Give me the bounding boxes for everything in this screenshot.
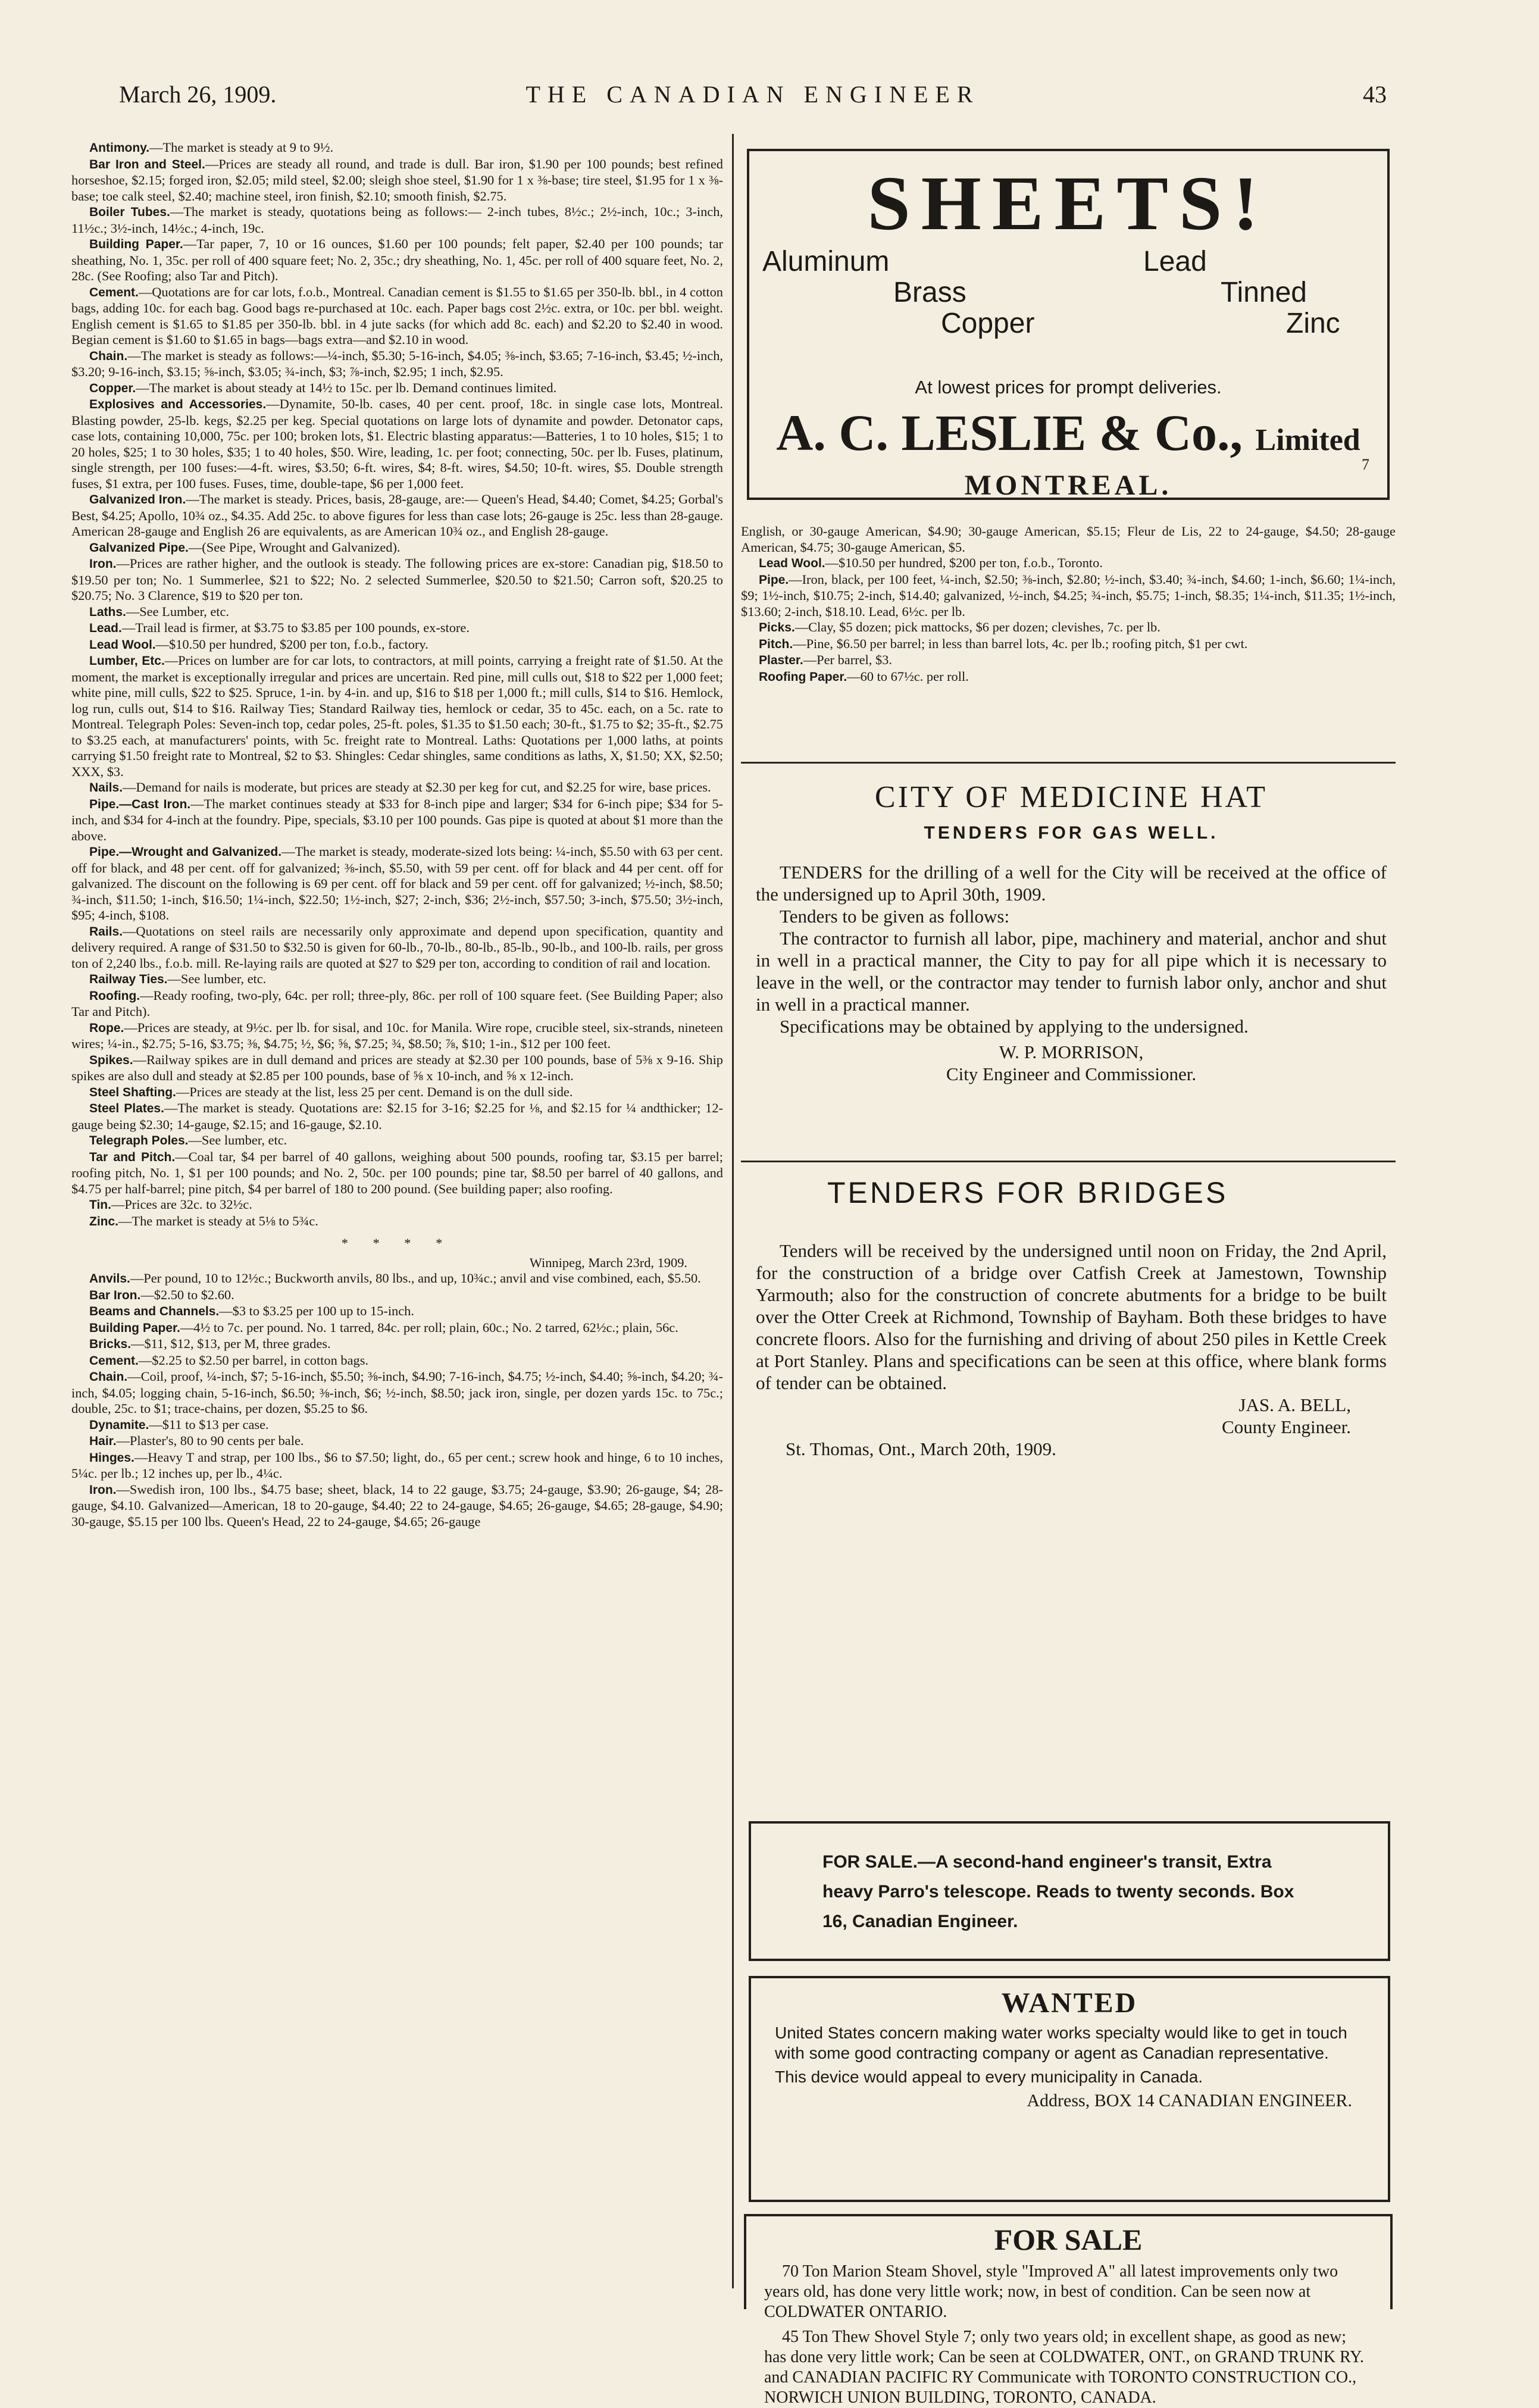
price-entry xyxy=(71,1482,723,1530)
commodity-prices: —Pine, $6.50 per barrel; in less than barrel lots, 4c. per lb.; roofing pitch, $1 per cwt. xyxy=(793,636,1248,651)
for-sale-title: FOR SALE xyxy=(994,2223,1143,2256)
price-entry xyxy=(71,637,723,653)
commodity-heading: Zinc. xyxy=(89,1214,119,1228)
commodity-prices: —$3 to $3.25 per 100 up to 15-inch. xyxy=(219,1303,414,1318)
tender-paragraph: TENDERS for the drilling of a well for the City will be received at the office of the undersigned up to April 30th, 1909. xyxy=(756,862,1387,905)
journal-title: THE CANADIAN ENGINEER xyxy=(525,81,980,108)
tender-paragraph: The contractor to furnish all labor, pipe, machinery and material, anchor and shut in well in a practical manner, the City to pay for all pipe which it is necessary to leave in the well, or the contractor may tender to furnish labor only, anchor and shut in well in a practical manner. xyxy=(756,928,1387,1015)
page-number: 43 xyxy=(1363,81,1387,108)
commodity-prices: —The market is steady at 9 to 9½. xyxy=(149,140,334,155)
commodity-heading: Nails. xyxy=(89,781,123,795)
price-entry xyxy=(71,157,723,205)
price-entry xyxy=(71,988,723,1020)
price-entry xyxy=(71,284,723,348)
price-entry xyxy=(71,780,723,796)
price-entry xyxy=(71,1020,723,1052)
price-entry xyxy=(71,236,723,284)
commodity-heading: Dynamite. xyxy=(89,1418,149,1432)
commodity-prices: —The market is steady, moderate-sized lots being: ¼-inch, $5.50 with 63 per cent. off for black, and 48 per cent. off for galvanized; ⅜-inch, $5.50, with 59 per cent. off for black and 44 per cent. off for galvanized. The discount on the following is 69 per cent. off for black and 59 per cent. off for galvanized; ½-inch, $8.50; ¾-inch, $11.50; 1-inch, $16.50; 1¼-inch, $22.50; 1½-inch, $27; 2-inch, $36; 2½-inch, $57.50; 3-inch, $75.50; 3½-inch, $95; 4-inch, $108. xyxy=(71,844,723,922)
commodity-prices: —Tar paper, 7, 10 or 16 ounces, $1.60 per 100 pounds; felt paper, $2.40 per 100 pounds; tar sheathing, No. 1, 35c. per roll of 400 square feet; No. 2, 35c.; dry sheathing, No. 1, 45c. per roll of 400 square feet, No. 2, 28c. (See Roofing; also Tar and Pitch). xyxy=(71,236,723,283)
price-entry xyxy=(71,1320,723,1337)
price-entry xyxy=(71,1353,723,1369)
commodity-heading: Tin. xyxy=(89,1198,111,1212)
metal-item: Brass xyxy=(893,277,966,308)
transit-for-sale-text: FOR SALE.—A second-hand engineer's transit, Extra heavy Parro's telescope. Reads to twenty seconds. Box 16, Canadian Engineer. xyxy=(822,1852,1294,1931)
commodity-heading: Galvanized Iron. xyxy=(89,493,186,506)
commodity-heading: Pitch. xyxy=(759,637,793,651)
sheets-headline: SHEETS! xyxy=(867,161,1269,246)
price-entry xyxy=(71,540,723,556)
commodity-prices: —$10.50 per hundred, $200 per ton, f.o.b., factory. xyxy=(155,636,428,652)
price-entry xyxy=(71,924,723,972)
metal-item: Zinc xyxy=(1286,308,1340,339)
firm-city: MONTREAL. xyxy=(964,470,1172,501)
commodity-heading: Hair. xyxy=(89,1434,117,1448)
section-separator: * * * * xyxy=(341,1236,453,1250)
metal-list xyxy=(762,245,1374,373)
commodity-prices: —Prices are rather higher, and the outlook is steady. The following prices are ex-store: Canadian pig, $18.50 to $19.50 per ton; No. 1 Summerlee, $21 to $22; No. 2 selected Summerlee, $20.50 to $21.50; Carron soft, $20.25 to $20.75; No. 3 Clarence, $19 to $20 per ton. xyxy=(71,556,723,603)
commodity-heading: Steel Shafting. xyxy=(89,1085,176,1099)
price-entry xyxy=(71,844,723,924)
section-rule xyxy=(741,762,1396,764)
price-entry xyxy=(71,492,723,540)
price-entry xyxy=(741,555,1396,572)
price-entry xyxy=(741,524,1396,555)
commodity-heading: Plaster. xyxy=(759,653,803,667)
price-entry xyxy=(71,1369,723,1417)
price-entry xyxy=(71,1197,723,1214)
commodity-prices: —The market is steady, quotations being as follows:— 2-inch tubes, 8½c.; 2½-inch, 10c.; 3-inch, 11½c.; 3½-inch, 14½c.; 4-inch, 19c. xyxy=(71,204,723,236)
commodity-heading: Lead Wool. xyxy=(759,556,825,570)
commodity-heading: Boiler Tubes. xyxy=(89,205,170,219)
metal-item: Lead xyxy=(1143,246,1207,277)
commodity-prices: —Demand for nails is moderate, but prices are steady at $2.30 per keg for cut, and $2.25 for wire, base prices. xyxy=(123,780,711,795)
commodity-prices: —The market is about steady at 14½ to 15c. per lb. Demand continues limited. xyxy=(136,380,557,395)
commodity-heading: Chain. xyxy=(89,349,128,363)
price-entry xyxy=(71,604,723,621)
bridges-place-date: St. Thomas, Ont., March 20th, 1909. xyxy=(786,1438,1056,1459)
price-entry xyxy=(71,1336,723,1353)
commodity-heading: Tar and Pitch. xyxy=(89,1150,176,1164)
price-entry xyxy=(71,348,723,380)
commodity-prices: —Trail lead is firmer, at $3.75 to $3.85 per 100 pounds, ex-store. xyxy=(121,620,470,635)
issue-date: March 26, 1909. xyxy=(119,81,277,108)
medicine-hat-subtitle: TENDERS FOR GAS WELL. xyxy=(924,823,1219,843)
commodity-prices: —$10.50 per hundred, $200 per ton, f.o.b., Toronto. xyxy=(825,555,1103,570)
wanted-address: Address, BOX 14 CANADIAN ENGINEER. xyxy=(1027,2091,1352,2110)
commodity-heading: Pipe. xyxy=(759,573,789,587)
price-entry xyxy=(741,620,1396,636)
commodity-heading: Lumber, Etc. xyxy=(89,654,165,668)
commodity-heading: Spikes. xyxy=(89,1053,133,1067)
commodity-prices: —Clay, $5 dozen; pick mattocks, $6 per dozen; clevishes, 7c. per lb. xyxy=(794,620,1160,634)
commodity-heading: Explosives and Accessories. xyxy=(89,398,267,411)
price-entry xyxy=(71,1052,723,1084)
price-entry xyxy=(71,620,723,637)
commodity-prices: —Iron, black, per 100 feet, ¼-inch, $2.50; ⅜-inch, $2.80; ½-inch, $3.40; ¾-inch, $4.60; 1-inch, $6.60; 1¼-inch, $9; 1½-inch, $10.75; 2-inch, $14.40; galvanized, ½-inch, $4.25; ¾-inch, $5.75; 1-inch, $8.35; 1¼-inch, $11.35; 1½-inch, $13.60; 2-inch, $18.10. Lead, 6½c. per lb. xyxy=(741,571,1396,619)
commodity-prices: —Quotations on steel rails are necessarily only approximate and depend upon specification, quantity and delivery required. A range of $31.50 to $32.50 is given for 60-lb., 70-lb., 80-lb., 85-lb., 90-lb., and 100-lb. rails, per gross ton of 2,240 lbs., f.o.b. mill. Re-laying rails are quoted at $27 to $29 per ton, according to condition of rail and location. xyxy=(71,923,723,971)
bridges-signer: JAS. A. BELL, xyxy=(1238,1394,1351,1415)
commodity-heading: Picks. xyxy=(759,621,795,634)
price-entry xyxy=(71,971,723,988)
commodity-prices: —60 to 67½c. per roll. xyxy=(847,668,969,684)
firm-name-text: A. C. LESLIE & Co., xyxy=(776,404,1243,461)
sheets-advertisement xyxy=(747,149,1390,500)
commodity-prices: —Coil, proof, ¼-inch, $7; 5-16-inch, $5.50; ⅜-inch, $4.90; 7-16-inch, $4.75; ½-inch, $4.40; ⅝-inch, $4.20; ¾-inch, $4.05; logging chain, 5-16-inch, $6.50; ⅜-inch, $6; ½-inch, $8.50; jack iron, single, per dozen yards 15c. to 75c.; double, 25c. to $1; trace-chains, per dozen, $5.25 to $6. xyxy=(71,1369,723,1416)
price-entry xyxy=(741,572,1396,620)
commodity-heading: Steel Plates. xyxy=(89,1102,164,1115)
price-entry xyxy=(71,1084,723,1101)
wanted-title: WANTED xyxy=(1001,1987,1138,2019)
bridges-body: Tenders will be received by the undersigned until noon on Friday, the 2nd April, for the construction of a bridge over Catfish Creek at Jamestown, Township Yarmouth; also for the construction of concrete abutments for a bridge to be built over the Otter Creek at Richmond, Township of Bayham. Both these bridges to have concrete floors. Also for the furnishing and driving of about 250 piles in Kettle Creek at Port Stanley. Plans and specifications can be seen at this office, where blank forms of tender can be obtained. xyxy=(756,1240,1387,1393)
commodity-prices: —$2.25 to $2.50 per barrel, in cotton bags. xyxy=(138,1352,369,1368)
firm-suffix: Limited xyxy=(1255,423,1360,457)
signer-title: City Engineer and Commissioner. xyxy=(946,1064,1197,1084)
price-entry xyxy=(71,796,723,845)
price-entry xyxy=(71,1433,723,1450)
commodity-prices: —The market is steady. Prices, basis, 28-gauge, are:— Queen's Head, $4.40; Comet, $4.25; Gorbal's Best, $4.25; Apollo, 10¾ oz., $4.35. Add 25c. to above figures for less than case lots; 26-gauge is 25c. less than 28-gauge. American 28-gauge and English 26 are equivalents, as are American 10¾ oz., and English 28-gauge. xyxy=(71,492,723,539)
commodity-heading: Railway Ties. xyxy=(89,972,168,986)
price-entry xyxy=(71,556,723,604)
metal-item: Copper xyxy=(941,308,1035,339)
commodity-heading: Rope. xyxy=(89,1021,124,1035)
price-entry xyxy=(71,1450,723,1482)
price-entry xyxy=(71,1287,723,1304)
commodity-heading: Pipe.—Wrought and Galvanized. xyxy=(89,845,282,859)
commodity-heading: Hinges. xyxy=(89,1450,134,1465)
commodity-prices: —Dynamite, 50-lb. cases, 40 per cent. proof, 18c. in single case lots, Montreal. Blasting powder, 25-lb. kegs, $2.25 per keg. Special quotations on large lots of dynamite and powder. Detonator caps, case lots, containing 10,000, 75c. per 100; broken lots, $1. Electric blasting apparatus:—Batteries, 1 to 10 holes, $15; 1 to 20 holes, $25; 1 to 30 holes, $35; 1 to 40 holes, $50. Wire, leading, 1c. per foot; connecting, 50c. per lb. Fuses, platinum, single strength, per 100 fuses:—4-ft. wires, $3.50; 6-ft. wires, $4; 8-ft. wires, $4.50; 10-ft. wires, $5. Double strength fuses, $1 extra, per 100 fuses. Fuses, time, double-tape, $6 per 1,000 feet. xyxy=(71,396,724,491)
continued-prices xyxy=(741,524,1396,685)
commodity-prices: —Swedish iron, 100 lbs., $4.75 base; sheet, black, 14 to 22 gauge, $3.75; 24-gauge, $3.90; 26-gauge, $4; 28-gauge, $4.10. Galvanized—American, 18 to 20-gauge, $4.40; 22 to 24-gauge, $4.65; 26-gauge, $4.65; 28-gauge, $4.90; 30-gauge, $5.15 per 100 lbs. Queen's Head, 22 to 24-gauge, $4.65; 26-gauge xyxy=(71,1481,723,1529)
price-entry xyxy=(71,1303,723,1320)
price-entry xyxy=(71,396,723,492)
market-prices-column xyxy=(71,140,723,2288)
commodity-heading: Anvils. xyxy=(89,1272,130,1286)
commodity-heading: Chain. xyxy=(89,1370,128,1384)
commodity-prices: —4½ to 7c. per pound. No. 1 tarred, 84c. per roll; plain, 60c.; No. 2 tarred, 62½c.; plain, 56c. xyxy=(180,1319,678,1335)
commodity-heading: Bar Iron and Steel. xyxy=(89,157,205,171)
section-rule xyxy=(741,1161,1396,1162)
commodity-heading: Pipe.—Cast Iron. xyxy=(89,797,191,811)
bridges-signer-title: County Engineer. xyxy=(1222,1416,1351,1437)
price-entry xyxy=(71,1133,723,1149)
commodity-prices: —Prices on lumber are for car lots, to contractors, at mill points, carrying a freight rate of $1.50. At the moment, the market is exceptionally irregular and prices are uncertain. Red pine, mill culls out, $18 to $22 per 1,000 feet; white pine, mill culls, $22 to $25. Spruce, 1-in. by 4-in. and up, $16 to $18 per 1,000 ft.; mill culls, $14 to $16. Hemlock, log run, culls out, $14 to $16. Railway Ties; Standard Railway ties, hemlock or cedar, 35 to 45c. each, on a 5c. rate to Montreal. Telegraph Poles: Seven-inch top, cedar poles, 25-ft. poles, $1.35 to $1.50 each; 30-ft., $1.75 to $2; 35-ft., $2.75 to $3.25 each, at manufacturers' points, with 5c. freight rate to Montreal. Laths: Quotations per 1,000 laths, at points carrying $1.50 freight rate to Montreal, $2 to $3. Shingles: Cedar shingles, same conditions as laths, X, $1.50; XX, $2.50; XXX, $3. xyxy=(71,653,723,779)
commodity-prices: —The market is steady. Quotations are: $2.15 for 3-16; $2.25 for ⅛, and $2.15 for ¼ andthicker; 12-gauge being $2.30; 14-gauge, $2.15; and 16-gauge, $2.10. xyxy=(71,1100,724,1132)
market-dateline: Winnipeg, March 23rd, 1909. xyxy=(529,1255,687,1270)
commodity-heading: Laths. xyxy=(89,605,126,619)
commodity-heading: Bricks. xyxy=(89,1337,132,1351)
commodity-heading: Bar Iron. xyxy=(89,1288,141,1302)
price-entry xyxy=(71,1417,723,1434)
commodity-prices: —The market continues steady at $33 for 8-inch pipe and larger; $34 for 6-inch pipe; $34 for 5-inch, and $34 for 4-inch at the foundry. Pipe, specials, $3.10 per 100 pounds. Gas pipe is quoted at about $1 more than the above. xyxy=(71,796,724,843)
price-entry xyxy=(71,653,723,780)
commodity-heading: Rails. xyxy=(89,924,123,939)
commodity-heading: Telegraph Poles. xyxy=(89,1134,189,1147)
commodity-heading: Roofing Paper. xyxy=(759,670,847,684)
shovel-for-sale-ad xyxy=(744,2214,1393,2407)
commodity-prices: —The market is steady at 5⅛ to 5¾c. xyxy=(118,1213,318,1228)
wanted-body-2: This device would appeal to every municipality in Canada. xyxy=(775,2068,1203,2086)
commodity-prices: —Quotations are for car lots, f.o.b., Montreal. Canadian cement is $1.55 to $1.65 per 350-lb. bbl., in 4 cotton bags, adding 10c. for each bag. Good bags re-purchased at 10c. each. Paper bags cost 2½c. extra, or 10c. per bbl. weight. English cement is $1.65 to $1.85 per 350-lb. bbl. in 4 jute sacks (for which add 8c. each) and $2.20 to $2.40 in wood. Begian cement is $1.60 to $1.65 in bags—bags extra—and $2.10 in wood. xyxy=(71,284,723,347)
price-entry xyxy=(741,652,1396,669)
commodity-heading: Galvanized Pipe. xyxy=(89,540,189,555)
column-divider xyxy=(732,134,734,2288)
commodity-heading: Building Paper. xyxy=(89,1321,180,1335)
commodity-prices: —Coal tar, $4 per barrel of 40 gallons, weighing about 500 pounds, roofing tar, $3.15 per barrel; roofing pitch, No. 1, $1 per 100 pounds; and No. 2, 50c. per 100 pounds; pine tar, $8.50 per barrel of 40 gallons, and $4.75 per half-barrel; pine pitch, $4 per barrel of 180 to 200 pound. (See building paper; also roofing. xyxy=(71,1149,723,1196)
commodity-prices: —See lumber, etc. xyxy=(188,1133,287,1147)
ad-number: 7 xyxy=(1362,456,1369,473)
for-sale-paragraph: 70 Ton Marion Steam Shovel, style "Improved A" all latest improvements only two years old, has done very little work; now, in best of condition. Can be seen now at COLDWATER ONTARIO. xyxy=(764,2262,1338,2321)
commodity-prices: —Prices are 32c. to 32½c. xyxy=(111,1197,252,1212)
bridges-tender xyxy=(756,1175,1387,1460)
transit-for-sale-ad xyxy=(749,1821,1390,1961)
commodity-prices: —See Lumber, etc. xyxy=(126,603,230,619)
commodity-heading: Lead Wool. xyxy=(89,637,156,652)
commodity-prices: —$11 to $13 per case. xyxy=(149,1416,269,1432)
metal-item: Tinned xyxy=(1221,277,1307,308)
commodity-prices: —Ready roofing, two-ply, 64c. per roll; three-ply, 86c. per roll of 100 square feet. (See Building Paper; also Tar and Pitch). xyxy=(71,987,723,1019)
commodity-prices: —(See Pipe, Wrought and Galvanized). xyxy=(188,539,401,555)
firm-name xyxy=(762,404,1374,469)
commodity-prices: —Per pound, 10 to 12½c.; Buckworth anvils, 80 lbs., and up, 10¾c.; anvil and vise combined, each, $5.50. xyxy=(130,1271,701,1286)
commodity-heading: Iron. xyxy=(89,557,117,571)
commodity-prices: —See lumber, etc. xyxy=(167,971,267,986)
commodity-prices: —$2.50 to $2.60. xyxy=(140,1287,234,1302)
metal-item: Aluminum xyxy=(762,246,890,277)
price-entry xyxy=(71,1271,723,1287)
price-entry xyxy=(741,636,1396,653)
price-entry xyxy=(71,1100,723,1133)
commodity-heading: Cement. xyxy=(89,285,139,299)
commodity-prices: —Prices are steady, at 9½c. per lb. for sisal, and 10c. for Manila. Wire rope, crucible steel, six-strands, nineteen wires; ¼-in., $2.75; 5-16, $3.75; ⅜, $4.75; ½, $6; ⅝, $7.25; ¾, $8.50; ⅞, $10; 1-in., $12 per 100 feet. xyxy=(71,1020,723,1051)
commodity-prices: —Heavy T and strap, per 100 lbs., $6 to $7.50; light, do., 65 per cent.; screw hook and hinge, 6 to 10 inches, 5¼c. per lb.; 12 inches up, per lb., 4¼c. xyxy=(71,1449,723,1481)
price-entry xyxy=(71,1214,723,1230)
commodity-prices: —Prices are steady at the list, less 25 per cent. Demand is on the dull side. xyxy=(176,1084,573,1099)
price-entry xyxy=(71,204,723,236)
price-entry xyxy=(71,1149,723,1197)
commodity-heading: Antimony. xyxy=(89,141,150,155)
commodity-heading: Cement. xyxy=(89,1353,139,1368)
commodity-heading: Beams and Channels. xyxy=(89,1305,220,1318)
wanted-body: United States concern making water works specialty would like to get in touch with some good contracting company or agent as Canadian representative. xyxy=(775,2024,1347,2062)
commodity-heading: Building Paper. xyxy=(89,237,183,251)
commodity-prices: —Prices are steady all round, and trade is dull. Bar iron, $1.90 per 100 pounds; best refined horseshoe, $2.15; forged iron, $2.05; mild steel, $2.00; sleigh shoe steel, $1.90 for 1 x ⅜-base; tire steel, $1.95 for 1 x ⅜-base; toe calk steel, $2.40; machine steel, iron finish, $2.10; smooth finish, $2.75. xyxy=(71,156,723,204)
commodity-heading: Copper. xyxy=(89,381,136,395)
price-entry xyxy=(71,140,723,157)
running-header xyxy=(119,80,1387,116)
commodity-prices: English, or 30-gauge American, $4.90; 30-gauge American, $5.15; Fleur de Lis, 22 to 24-gauge, $4.50; 28-gauge American, $4.75; 30-gauge American, $5. xyxy=(741,524,1396,555)
commodity-prices: —Railway spikes are in dull demand and prices are steady at $2.30 per 100 pounds, base of 5⅜ x 9-16. Ship spikes are also dull and steady at $2.85 per 100 pounds, base of ⅝ x 10-inch, and ⅝ x 12-inch. xyxy=(71,1052,723,1083)
bridges-title: TENDERS FOR BRIDGES xyxy=(827,1176,1228,1209)
medicine-hat-title: CITY OF MEDICINE HAT xyxy=(874,780,1268,814)
for-sale-paragraph: 45 Ton Thew Shovel Style 7; only two years old; in excellent shape, as good as new; has done very little work; Can be seen at COLDWATER, ONT., on GRAND TRUNK RY. and CANADIAN PACIFIC RY Communicate with TORONTO CONSTRUCTION CO., NORWICH UNION BUILDING, TORONTO, CANADA. xyxy=(764,2328,1364,2407)
commodity-prices: —The market is steady as follows:—¼-inch, $5.30; 5-16-inch, $4.05; ⅜-inch, $3.65; 7-16-inch, $3.45; ½-inch, $3.20; 9-16-inch, $3.15; ⅝-inch, $3.05; ¾-inch, $3; ⅞-inch, $2.95; 1 inch, $2.95. xyxy=(71,348,723,379)
commodity-prices: —Per barrel, $3. xyxy=(803,652,892,667)
price-entry xyxy=(71,380,723,397)
signer: W. P. MORRISON, xyxy=(999,1042,1144,1062)
wanted-ad xyxy=(749,1976,1390,2202)
commodity-heading: Iron. xyxy=(89,1483,117,1497)
medicine-hat-tender xyxy=(756,780,1387,1085)
price-entry xyxy=(741,669,1396,686)
commodity-heading: Lead. xyxy=(89,621,122,635)
commodity-heading: Roofing. xyxy=(89,989,140,1003)
tender-paragraph: Tenders to be given as follows: xyxy=(780,906,1010,927)
commodity-prices: —$11, $12, $13, per M, three grades. xyxy=(131,1336,331,1351)
tender-paragraph: Specifications may be obtained by applying to the undersigned. xyxy=(780,1016,1249,1037)
sheets-tagline: At lowest prices for prompt deliveries. xyxy=(915,377,1222,398)
commodity-prices: —Plaster's, 80 to 90 cents per bale. xyxy=(116,1433,304,1448)
